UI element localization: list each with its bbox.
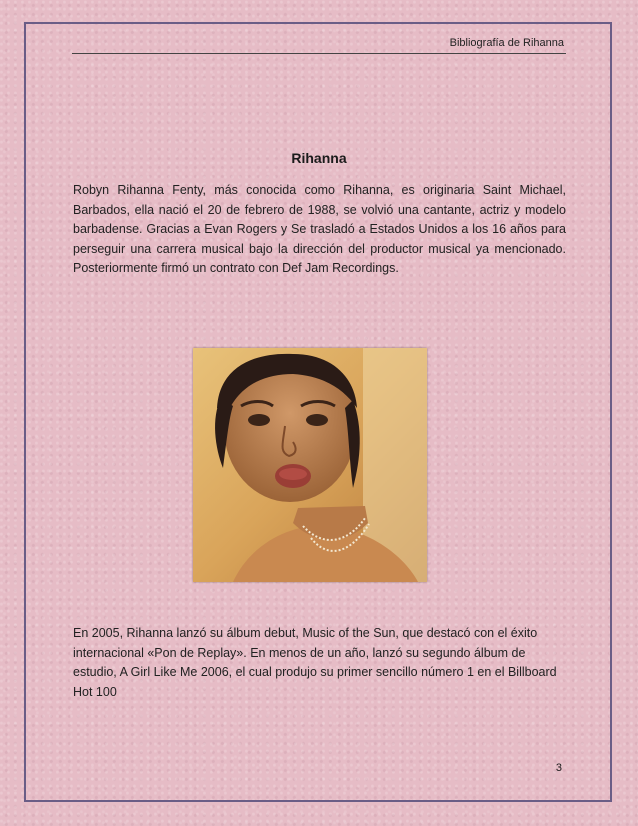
portrait-photo [193, 348, 427, 582]
body-paragraph-1: Robyn Rihanna Fenty, más conocida como Rihanna, es originaria Saint Michael, Barbados, ella nació el 20 de febrero de 1988, se volvió una cantante, actriz y modelo barbadense. Gracias a Evan Rogers y Se trasladó a Estados Unidos a los 16 años para perseguir una carrera musical bajo la dirección del productor musical ya mencionado. Posteriormente firmó un contrato con Def Jam Recordings. [73, 183, 566, 275]
page-number: 3 [555, 762, 562, 774]
body-paragraph-2: En 2005, Rihanna lanzó su álbum debut, Music of the Sun, que destacó con el éxito internacional «Pon de Replay». En menos de un año, lanzó su segundo álbum de estudio, A Girl Like Me 2006, el cual produjo su primer sencillo número 1 en el Billboard Hot 100 [73, 626, 557, 699]
header-rule [72, 53, 566, 54]
section-title: Rihanna [291, 150, 347, 166]
header-title: Bibliografía de Rihanna [449, 37, 564, 49]
portrait-image [193, 348, 427, 582]
